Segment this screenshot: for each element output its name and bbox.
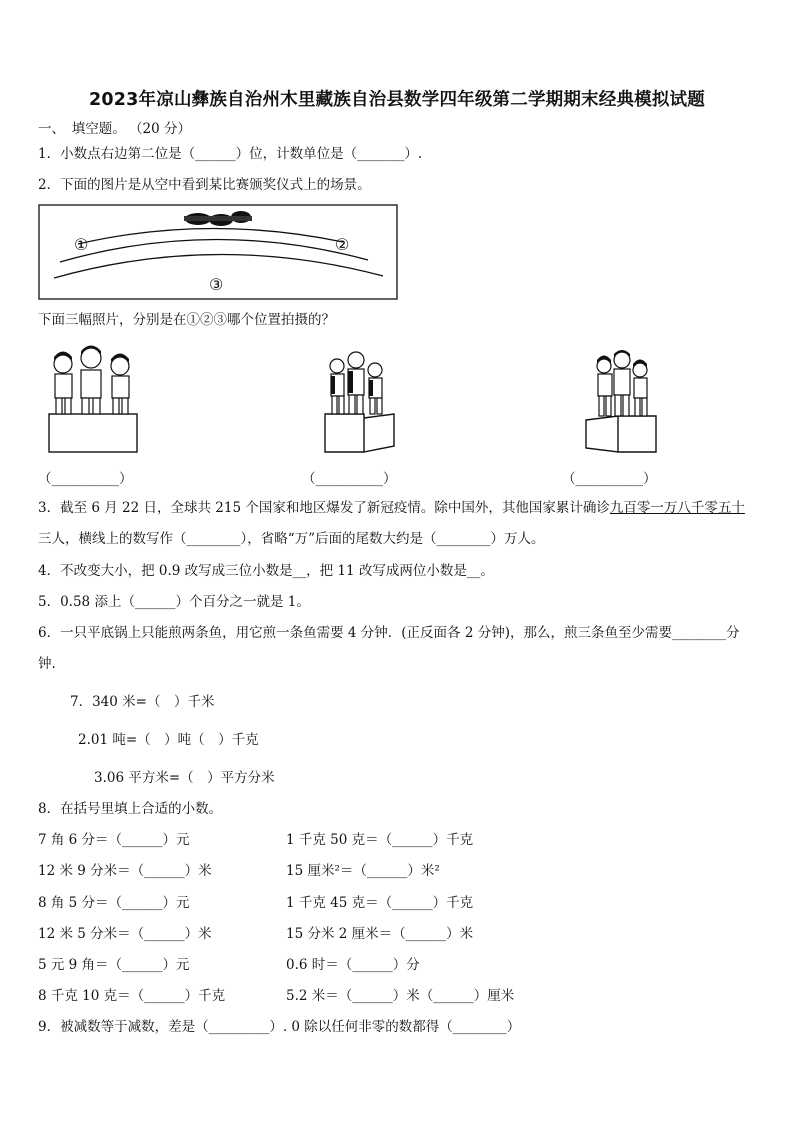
- photo-1-answer: （__________）: [38, 471, 133, 487]
- question-2-question: 下面三幅照片，分别是在①②③哪个位置拍摄的？: [38, 312, 335, 328]
- question-9: 9．被减数等于减数，差是（_________）. 0 除以任何非零的数都得（________）: [38, 1019, 521, 1035]
- question-8-left-5: 5 元 9 角＝（______）元: [38, 957, 190, 973]
- question-8-right-3: 1 千克 45 克＝（______）千克: [286, 895, 474, 911]
- photo-2-illustration: [322, 348, 398, 456]
- question-8-left-2: 12 米 9 分米＝（______）米: [38, 863, 212, 879]
- question-8-right-1: 1 千克 50 克＝（______）千克: [286, 832, 474, 848]
- question-8-left-3: 8 角 5 分＝（______）元: [38, 895, 190, 911]
- photo-3-answer: （__________）: [562, 471, 657, 487]
- question-2-text: 2．下面的图片是从空中看到某比赛颁奖仪式上的场景。: [38, 177, 371, 193]
- question-6-line-2: 钟.: [38, 656, 56, 672]
- question-6-line-1: 6．一只平底锅上只能煎两条鱼，用它煎一条鱼需要 4 分钟．(正反面各 2 分钟)，那么，煎三条鱼至少需要________分: [38, 625, 740, 641]
- question-4: 4．不改变大小，把 0.9 改写成三位小数是__，把 11 改写成两位小数是__。: [38, 563, 494, 579]
- position-mark-1: ①: [74, 235, 89, 254]
- photo-2-answer: （__________）: [302, 471, 397, 487]
- section-label: 一、 填空题。: [38, 121, 126, 137]
- question-8-left-6: 8 千克 10 克＝（______）千克: [38, 988, 226, 1004]
- question-7-part-2: 2.01 吨=（ ）吨（ ）千克: [78, 732, 259, 748]
- position-mark-3: ③: [209, 275, 224, 294]
- question-3-line-1: [38, 499, 745, 517]
- question-8-left-1: 7 角 6 分＝（______）元: [38, 832, 190, 848]
- position-mark-2: ②: [335, 235, 350, 254]
- question-7-part-3: 3.06 平方米=（ ）平方分米: [94, 770, 275, 786]
- question-8-text: 8．在括号里填上合适的小数。: [38, 801, 223, 817]
- question-1: 1．小数点右边第二位是（______）位，计数单位是（_______）.: [38, 146, 423, 162]
- question-8-right-5: 0.6 时＝（______）分: [286, 957, 420, 973]
- question-8-right-2: 15 厘米²＝（______）米²: [286, 863, 440, 879]
- question-7-part-1: 7．340 米=（ ）千米: [70, 694, 215, 710]
- question-8-left-4: 12 米 5 分米＝（______）米: [38, 926, 212, 942]
- question-8-right-4: 15 分米 2 厘米＝（______）米: [286, 926, 474, 942]
- question-5: 5．0.58 添上（______）个百分之一就是 1。: [38, 594, 310, 610]
- section-heading: [38, 120, 191, 138]
- question-8-right-6: 5.2 米＝（______）米（______）厘米: [286, 988, 515, 1004]
- question-3-line-2: 三人，横线上的数写作（________），省略“万”后面的尾数大约是（________）万人。: [38, 531, 545, 547]
- photo-3-illustration: [582, 348, 660, 456]
- section-score: （20 分）: [135, 121, 191, 137]
- question-3-text: 3．截至 6 月 22 日，全球共 215 个国家和地区爆发了新冠疫情。除中国外，其他国家累计确诊: [38, 500, 610, 516]
- question-3-underlined-number: 九百零一万八千零五十: [609, 500, 745, 516]
- page-title: 2023年凉山彝族自治州木里藏族自治县数学四年级第二学期期末经典模拟试题: [89, 90, 705, 110]
- photo-1-illustration: [46, 342, 140, 456]
